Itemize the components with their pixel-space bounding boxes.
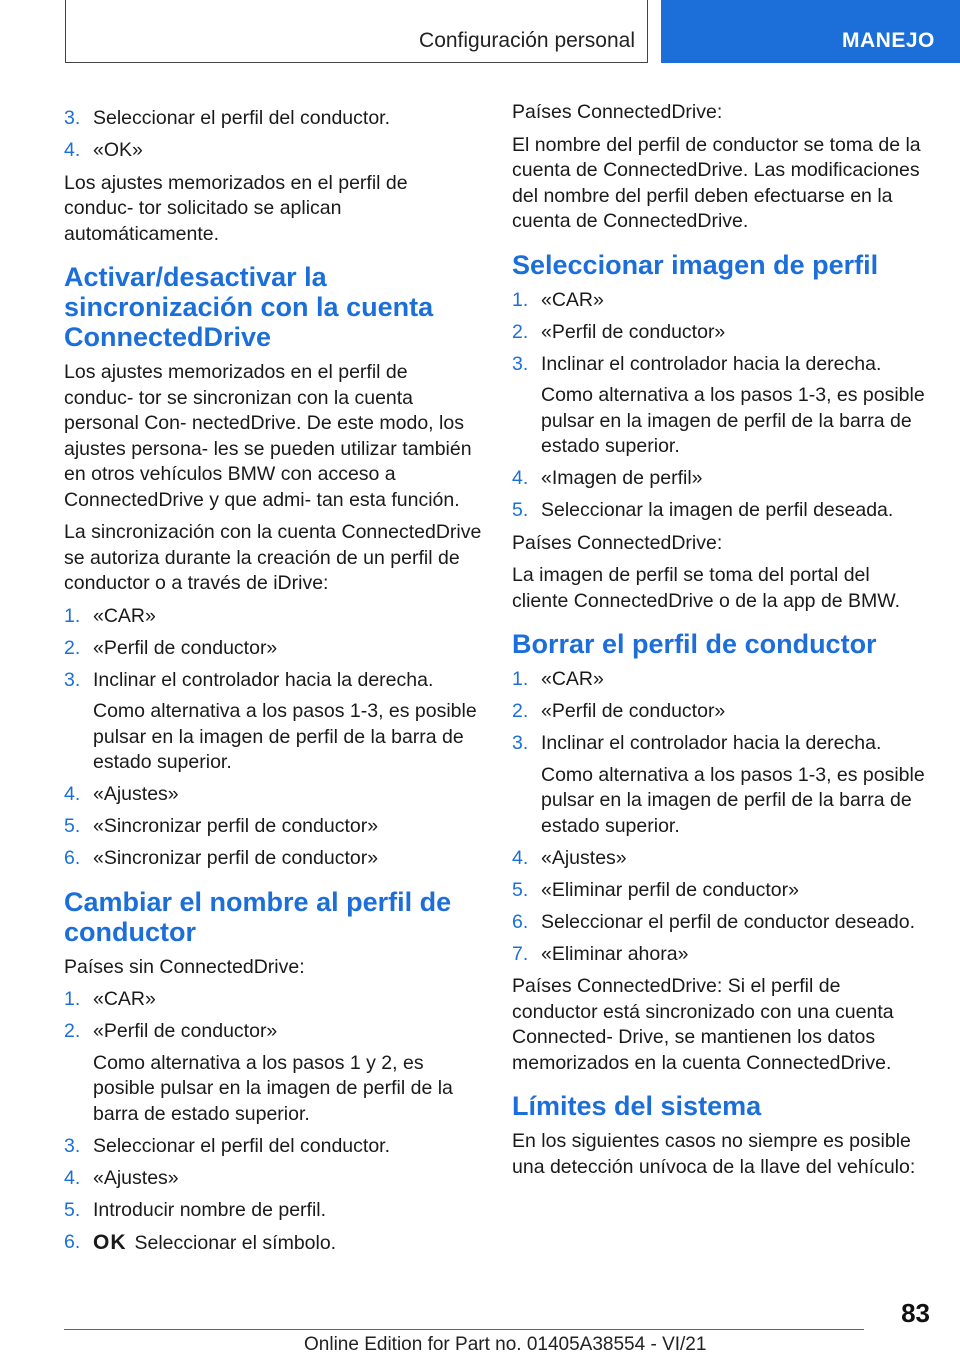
step-text: Inclinar el controlador hacia la derecha. [541,352,882,375]
step-number: 5. [64,815,81,837]
step-number: 5. [512,499,529,521]
list-item [512,466,930,492]
step-text: Introducir nombre de perfil. [93,1198,327,1221]
list-item [64,138,482,164]
step-body [93,106,482,132]
step-note: Como alternativa a los pasos 1 y 2, es posible pulsar en la imagen de perfil de la barra de estado superior. [93,1051,453,1125]
list-item [512,942,930,968]
step-number: 6. [64,847,81,869]
step-text: Inclinar el controlador hacia la derecha. [93,668,434,691]
step-text: «Perfil de conductor» [541,320,726,343]
step-text: «Eliminar ahora» [541,942,689,965]
step-number: 2. [512,320,529,343]
step-number: 6. [512,910,529,933]
step-text: «Sincronizar perfil de conductor» [93,847,379,869]
step-text: «Eliminar perfil de conductor» [541,878,799,901]
step-text: Seleccionar el perfil del conductor. [93,1134,391,1157]
paragraph: En los siguientes casos no siempre es posible una detección unívoca de la llave del vehículo: [512,1130,916,1178]
step-text: «OK» [93,139,143,161]
ok-symbol-icon: OK [93,1230,127,1254]
heading-rename: Cambiar el nombre al perfil de conductor [64,886,452,947]
list-item [512,910,930,936]
step-body [93,846,482,872]
list-item [512,667,930,693]
paragraph: La sincronización con la cuenta ConnectedDrive se autoriza durante la creación de un perfil de conductor o a través de iDrive: [64,521,482,594]
step-number: 3. [64,107,81,129]
footer-edition: Online Edition for Part no. 01405A38554 - VI/21 [304,1334,707,1355]
page-number: 83 [901,1298,930,1328]
step-body [541,942,930,968]
step-body [93,987,482,1013]
step-number: 3. [512,732,529,754]
step-text: «Perfil de conductor» [541,700,726,722]
list-item [64,1198,482,1224]
step-body [541,288,930,314]
step-text: Seleccionar la imagen de perfil deseada. [541,499,894,521]
list-item [64,1134,482,1160]
list-delete-steps [512,667,930,967]
step-text: Inclinar el controlador hacia la derecha. [541,732,882,754]
list-item [64,668,482,776]
step-number: 4. [512,467,529,489]
step-number: 4. [512,846,529,869]
step-number: 1. [64,988,81,1010]
list-item [512,352,930,460]
step-body [541,498,930,524]
footer-divider [64,1329,864,1330]
list-item [64,782,482,808]
step-number: 6. [64,1230,81,1253]
step-number: 7. [512,942,529,965]
step-body [93,1198,482,1224]
chapter-tab-label: MANEJO [842,29,935,52]
step-text: Seleccionar el perfil del conductor. [93,107,391,129]
list-item [512,498,930,524]
paragraph: Países ConnectedDrive: Si el perfil de conductor está sincronizado con una cuenta Connected‐ Drive, se mantienen los datos memorizados en la cuenta ConnectedDrive. [512,975,894,1074]
step-body [93,138,482,164]
step-text: «Ajustes» [93,1166,179,1189]
list-item [64,814,482,840]
step-text: «CAR» [93,604,156,627]
paragraph: Los ajustes memorizados en el perfil de conduc‐ tor solicitado se aplican automáticamente. [64,171,408,245]
step-number: 5. [512,878,529,901]
list-item [512,731,930,839]
step-body [541,699,930,725]
step-text: «Imagen de perfil» [541,467,703,489]
step-text: Seleccionar el perfil de conductor deseado. [541,910,915,933]
step-body [93,1166,482,1192]
step-text: «Ajustes» [541,846,627,869]
list-item [64,846,482,872]
section-title: Configuración personal [419,29,635,52]
list-item [64,1230,482,1257]
paragraph: Los ajustes memorizados en el perfil de conduc‐ tor se sincronizan con la cuenta personal Con‐ nectedDrive. De este modo, los ajustes persona‐ les se pueden utilizar también en otros vehículos BMW con acceso a ConnectedDrive y que admi‐ tan esta función. [64,361,472,511]
step-body [93,668,482,776]
step-number: 1. [512,668,529,690]
step-body [541,878,930,904]
heading-profile-image: Seleccionar imagen de perfil [512,249,879,280]
heading-system-limits: Límites del sistema [512,1091,762,1121]
list-item [64,1166,482,1192]
paragraph: El nombre del perfil de conductor se toma de la cuenta de ConnectedDrive. Las modificaciones del nombre del perfil deben efectuarse en la cuenta de ConnectedDrive. [512,133,921,232]
list-item [64,1019,482,1127]
step-body [93,1019,482,1127]
step-number: 1. [512,288,529,311]
step-body [93,1230,482,1257]
list-item [64,604,482,630]
chapter-tab [661,0,960,63]
step-body [541,731,930,839]
step-number: 3. [64,668,81,691]
list-item [512,878,930,904]
list-select-driver [64,106,482,164]
step-body [93,604,482,630]
step-body [93,814,482,840]
step-text: «Perfil de conductor» [93,636,278,659]
step-number: 2. [64,636,81,659]
paragraph: La imagen de perfil se toma del portal del cliente ConnectedDrive o de la app de BMW. [512,564,901,612]
step-text: «Sincronizar perfil de conductor» [93,815,379,837]
list-item [512,699,930,725]
left-column [64,100,482,1263]
step-note: Como alternativa a los pasos 1‑3, es posible pulsar en la imagen de perfil de la barra de estado superior. [93,700,477,773]
step-body [541,910,930,936]
step-body [541,320,930,346]
step-body [93,782,482,808]
heading-sync: Activar/desactivar la sincronización con la cuenta ConnectedDrive [64,262,434,352]
paragraph: Países ConnectedDrive: [512,531,723,554]
list-sync-steps [64,604,482,872]
list-image-steps [512,288,930,524]
paragraph: Países sin ConnectedDrive: [64,955,305,978]
step-number: 4. [64,783,81,805]
step-number: 4. [64,1166,81,1189]
step-text: «CAR» [541,668,604,690]
step-number: 5. [64,1198,81,1221]
list-rename-steps [64,987,482,1256]
step-number: 2. [64,1020,81,1042]
step-body [541,667,930,693]
list-item [64,636,482,662]
step-text: «Ajustes» [93,783,179,805]
step-number: 3. [512,352,529,375]
step-body [93,1134,482,1160]
step-text: «CAR» [541,288,604,311]
step-number: 4. [64,139,81,161]
step-number: 1. [64,604,81,627]
list-item [64,106,482,132]
step-number: 2. [512,700,529,722]
heading-delete-profile: Borrar el perfil de conductor [512,629,877,659]
step-body [93,636,482,662]
right-column [512,100,930,1187]
step-text: «Perfil de conductor» [93,1020,278,1042]
paragraph: Países ConnectedDrive: [512,101,723,123]
list-item [512,320,930,346]
step-text: Seleccionar el símbolo. [134,1231,337,1254]
list-item [512,846,930,872]
step-note: Como alternativa a los pasos 1‑3, es posible pulsar en la imagen de perfil de la barra de estado superior. [541,763,925,837]
list-item [512,288,930,314]
step-body [541,466,930,492]
step-text: «CAR» [93,988,156,1010]
step-body [541,846,930,872]
list-item [64,987,482,1013]
step-note: Como alternativa a los pasos 1‑3, es posible pulsar en la imagen de perfil de la barra de estado superior. [541,384,925,457]
step-body [541,352,930,460]
header-frame [65,0,648,63]
step-number: 3. [64,1134,81,1157]
